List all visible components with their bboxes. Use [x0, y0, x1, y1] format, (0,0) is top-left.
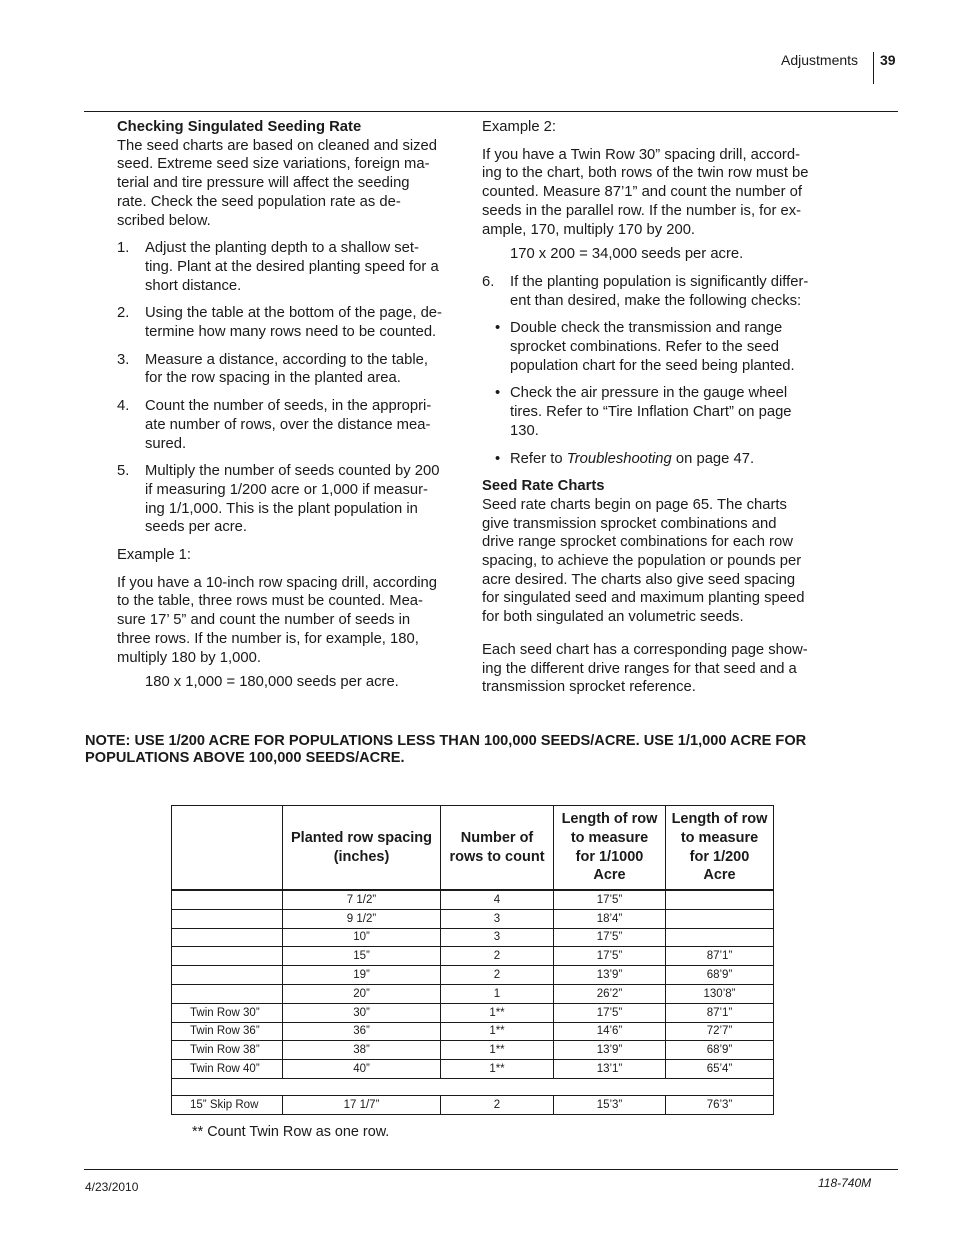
table-header-cell: [666, 806, 774, 891]
bullet-text: [510, 319, 824, 375]
step-number: 3.: [117, 351, 130, 368]
step-text: [145, 239, 457, 295]
table-header-cell: [283, 806, 441, 891]
row-count-table: [171, 805, 774, 1115]
text-line: Double check the transmission and range: [510, 320, 783, 337]
text-line: ample, 170, multiply 170 by 200.: [482, 221, 696, 238]
table-cell: Twin Row 40”: [172, 1060, 283, 1079]
table-cell: 17’5”: [554, 890, 666, 909]
left-column: [117, 118, 457, 692]
table-cell: 13’1”: [554, 1060, 666, 1079]
table-cell: 3: [441, 928, 554, 947]
text-line: for the row spacing in the planted area.: [145, 370, 401, 387]
table-cell: 20”: [283, 984, 441, 1003]
text-line: If you have a Twin Row 30” spacing drill, accord-: [482, 146, 801, 163]
seed-rate-heading: Seed Rate Charts: [482, 478, 605, 495]
header-line: rows to count: [449, 848, 545, 865]
table-cell: 1**: [441, 1060, 554, 1079]
text-line: ing the different drive ranges for that seed and a: [482, 660, 797, 677]
step-number: 5.: [117, 463, 130, 480]
text-line: sprocket combinations. Refer to the seed: [510, 339, 779, 356]
table-row: [172, 984, 774, 1003]
text-line: give transmission sprocket combinations and: [482, 515, 777, 532]
table-cell: 15” Skip Row: [172, 1095, 283, 1114]
header-line: (inches): [333, 848, 390, 865]
page-number: 39: [880, 52, 896, 68]
document-number: 118-740M: [818, 1176, 872, 1190]
bullet-dot: •: [495, 385, 501, 402]
text-line: drive range sprocket combinations for each row: [482, 534, 793, 551]
seed-chart-paragraph: [482, 641, 824, 697]
table-cell: 3: [441, 909, 554, 928]
table-cell: 40”: [283, 1060, 441, 1079]
table-cell: [666, 928, 774, 947]
footer-date: 4/23/2010: [85, 1180, 139, 1194]
step-item: [117, 351, 457, 388]
population-note: [85, 733, 865, 767]
bullet3-pre: Refer to: [510, 450, 567, 467]
text-line: Multiply the number of seeds counted by 200: [145, 463, 440, 480]
table-cell: 2: [441, 966, 554, 985]
text-line: ing to the chart, both rows of the twin row must be: [482, 165, 809, 182]
text-line: Seed rate charts begin on page 65. The charts: [482, 496, 787, 513]
step-text: [145, 351, 457, 388]
table-header-row: [172, 806, 774, 891]
text-line: three rows. If the number is, for example, 180,: [117, 630, 419, 647]
text-line: Measure a distance, according to the table,: [145, 351, 428, 368]
bullet-item: [482, 450, 824, 469]
text-line: scribed below.: [117, 212, 211, 229]
right-column: [482, 118, 824, 697]
step-number: 2.: [117, 305, 130, 322]
text-line: acre desired. The charts also give seed spacing: [482, 571, 796, 588]
header-section-title: Adjustments: [781, 52, 859, 68]
table-cell: 1: [441, 984, 554, 1003]
table-cell: 10”: [283, 928, 441, 947]
table-cell: Twin Row 38”: [172, 1041, 283, 1060]
table-row: [172, 1003, 774, 1022]
text-line: If the planting population is significantly differ-: [510, 273, 809, 290]
step-item: [117, 462, 457, 537]
text-line: ate number of rows, over the distance mea-: [145, 416, 431, 433]
table-cell: 38”: [283, 1041, 441, 1060]
text-line: transmission sprocket reference.: [482, 679, 696, 696]
example2-label: Example 2:: [482, 119, 557, 135]
text-line: seed. Extreme seed size variations, foreign ma-: [117, 156, 430, 173]
table-cell: 13’9”: [554, 1041, 666, 1060]
text-line: terial and tire pressure will affect the seeding: [117, 175, 410, 192]
header-line: for 1/200: [689, 848, 750, 865]
table-cell: [172, 947, 283, 966]
table-cell: [666, 909, 774, 928]
step-number: 6.: [482, 273, 495, 290]
table-cell: 2: [441, 1095, 554, 1114]
step-text: [510, 273, 824, 310]
table-cell: 36”: [283, 1022, 441, 1041]
table-cell: 2: [441, 947, 554, 966]
text-line: short distance.: [145, 277, 242, 294]
table-header-cell: [172, 806, 283, 891]
table-cell: [172, 984, 283, 1003]
table-cell: 1**: [441, 1022, 554, 1041]
table-header-cell: [441, 806, 554, 891]
table-row: [172, 1041, 774, 1060]
bullet-text: [510, 384, 824, 440]
text-line: Using the table at the bottom of the page, de-: [145, 305, 442, 322]
table-row: [172, 890, 774, 909]
bullet3-post: on page 47.: [671, 450, 755, 467]
header-line: Length of row: [561, 811, 658, 828]
table-cell: 15’3”: [554, 1095, 666, 1114]
table-row: [172, 928, 774, 947]
text-line: multiply 180 by 1,000.: [117, 649, 261, 666]
text-line: seeds in the parallel row. If the number is, for ex-: [482, 202, 802, 219]
step-item: [117, 397, 457, 453]
text-line: ing 1/1,000. This is the plant population in: [145, 500, 418, 517]
text-line: for both singulated an volumetric seeds.: [482, 609, 744, 626]
table-cell: 1**: [441, 1041, 554, 1060]
table-cell: 68’9”: [666, 1041, 774, 1060]
text-line: rate. Check the seed population rate as de-: [117, 193, 401, 210]
top-rule: [84, 111, 898, 112]
example2-calc: 170 x 200 = 34,000 seeds per acre.: [510, 246, 744, 263]
bullet-dot: •: [495, 450, 501, 467]
text-line: ent than desired, make the following checks:: [510, 292, 802, 309]
table-row: [172, 1095, 774, 1114]
table-cell: 1**: [441, 1003, 554, 1022]
header-line: to measure: [680, 829, 759, 846]
step-text: [145, 462, 457, 537]
header-divider: [873, 52, 874, 84]
table-cell: 7 1/2”: [283, 890, 441, 909]
table-row: [172, 947, 774, 966]
text-line: 130.: [510, 422, 539, 439]
section-heading: Checking Singulated Seeding Rate: [117, 119, 362, 135]
text-line: NOTE: USE 1/200 ACRE FOR POPULATIONS LESS THAN 100,000 SEEDS/ACRE. USE 1/1,000 ACRE FOR: [85, 733, 807, 749]
text-line: If you have a 10-inch row spacing drill, according: [117, 574, 437, 591]
table-cell: 30”: [283, 1003, 441, 1022]
table-cell: [666, 890, 774, 909]
table-cell: [172, 890, 283, 909]
table-footnote: ** Count Twin Row as one row.: [192, 1124, 390, 1140]
table-cell: 17’5”: [554, 928, 666, 947]
text-line: sured.: [145, 435, 187, 452]
table-cell: 65’4”: [666, 1060, 774, 1079]
step-text: [145, 397, 457, 453]
table-cell: Twin Row 36”: [172, 1022, 283, 1041]
header-line: Acre: [703, 867, 736, 884]
bullet-item: [482, 384, 824, 440]
text-line: Adjust the planting depth to a shallow set-: [145, 240, 419, 257]
text-line: Check the air pressure in the gauge wheel: [510, 385, 788, 402]
example2-paragraph: [482, 146, 824, 240]
table-cell: 76’3”: [666, 1095, 774, 1114]
troubleshooting-reference: Troubleshooting: [566, 450, 672, 467]
intro-paragraph: [117, 137, 457, 231]
table-spacer-row: [172, 1078, 774, 1095]
table-cell: 72’7”: [666, 1022, 774, 1041]
table-cell: 26’2”: [554, 984, 666, 1003]
text-line: tires. Refer to “Tire Inflation Chart” on page: [510, 404, 792, 421]
table-cell: 68’9”: [666, 966, 774, 985]
step-number: 4.: [117, 398, 130, 415]
table-cell: [172, 966, 283, 985]
text-line: to the table, three rows must be counted. Mea-: [117, 593, 423, 610]
bottom-rule: [84, 1169, 898, 1170]
bullet-list: [482, 319, 824, 440]
header-line: Number of: [460, 829, 534, 846]
table-cell: 14’6”: [554, 1022, 666, 1041]
steps-list: [117, 239, 457, 537]
text-line: counted. Measure 87’1” and count the number of: [482, 184, 802, 201]
header-line: to measure: [570, 829, 649, 846]
example1-paragraph: [117, 574, 457, 668]
step-item: [117, 239, 457, 295]
step-6: [482, 273, 824, 310]
table-cell: Twin Row 30”: [172, 1003, 283, 1022]
header-line: Planted row spacing: [291, 829, 432, 846]
table-cell: [172, 928, 283, 947]
table-cell: 19”: [283, 966, 441, 985]
text-line: The seed charts are based on cleaned and sized: [117, 137, 437, 154]
example1-label: Example 1:: [117, 547, 192, 564]
text-line: Count the number of seeds, in the appropri-: [145, 398, 432, 415]
table-cell: 18’4”: [554, 909, 666, 928]
example1-calc: 180 x 1,000 = 180,000 seeds per acre.: [145, 674, 399, 691]
header-line: for 1/1000: [575, 848, 644, 865]
table-cell: 17 1/7”: [283, 1095, 441, 1114]
seed-rate-paragraph: [482, 496, 824, 627]
step-number: 1.: [117, 240, 130, 257]
text-line: termine how many rows need to be counted.: [145, 324, 437, 341]
text-line: POPULATIONS ABOVE 100,000 SEEDS/ACRE.: [85, 750, 405, 766]
table-row: [172, 1022, 774, 1041]
table-row: [172, 966, 774, 985]
table-cell: 4: [441, 890, 554, 909]
table-cell: 87’1”: [666, 1003, 774, 1022]
table-cell: 87’1”: [666, 947, 774, 966]
text-line: ting. Plant at the desired planting speed for a: [145, 258, 439, 275]
text-line: if measuring 1/200 acre or 1,000 if measur-: [145, 481, 428, 498]
table-cell: 9 1/2”: [283, 909, 441, 928]
bullet-item: [482, 319, 824, 375]
header-line: Acre: [593, 867, 626, 884]
table-cell: 130’8”: [666, 984, 774, 1003]
table-cell: [172, 909, 283, 928]
table-header-cell: [554, 806, 666, 891]
table-cell: 17’5”: [554, 1003, 666, 1022]
table-row: [172, 1060, 774, 1079]
table-cell: 17’5”: [554, 947, 666, 966]
step-text: [145, 304, 457, 341]
bullet-dot: •: [495, 320, 501, 337]
text-line: Each seed chart has a corresponding page show-: [482, 641, 808, 658]
text-line: for singulated seed and maximum planting speed: [482, 590, 805, 607]
table-cell: 15”: [283, 947, 441, 966]
table-cell: 13’9”: [554, 966, 666, 985]
text-line: spacing, to achieve the population or pounds per: [482, 553, 802, 570]
table-row: [172, 909, 774, 928]
step-item: [117, 304, 457, 341]
text-line: sure 17’ 5” and count the number of seeds in: [117, 612, 411, 629]
header-line: Length of row: [671, 811, 768, 828]
text-line: population chart for the seed being planted.: [510, 357, 795, 374]
text-line: seeds per acre.: [145, 519, 247, 536]
